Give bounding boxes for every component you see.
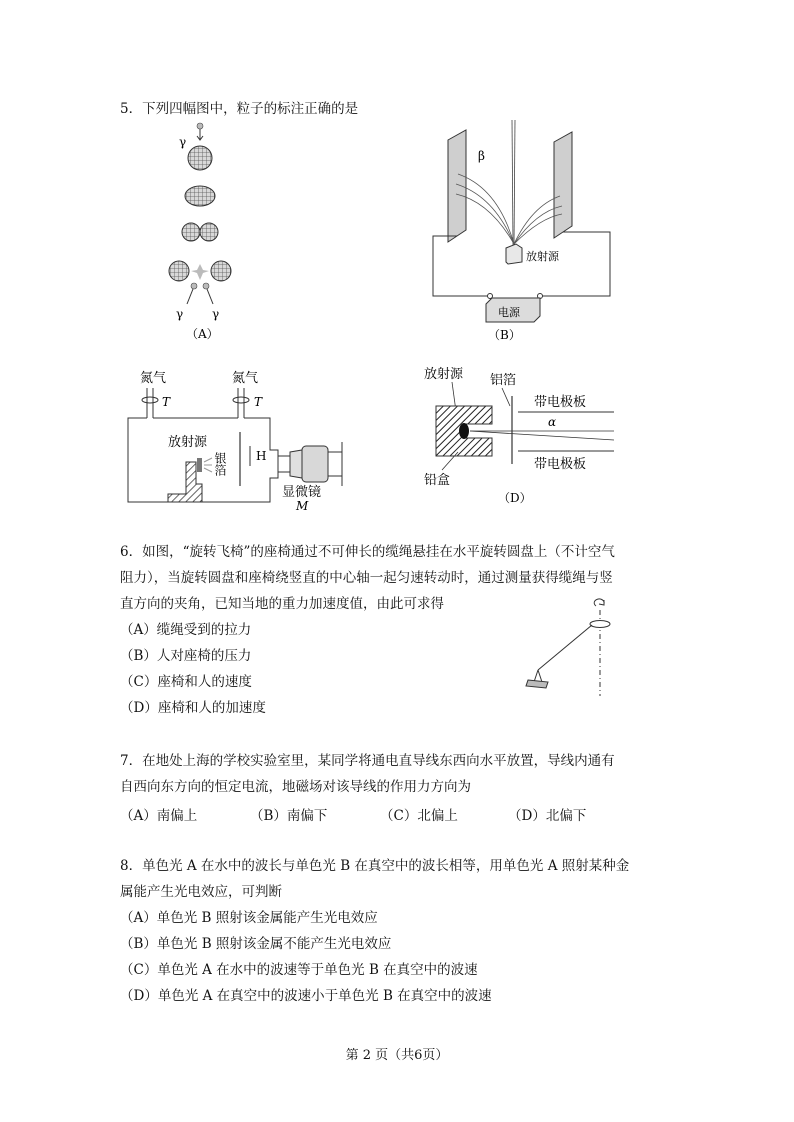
- nitrogen-right-label: 氮气: [232, 371, 259, 386]
- cable: [538, 625, 592, 670]
- figure-a-caption: （A）: [186, 327, 219, 341]
- box-label: 铅盒: [424, 473, 451, 488]
- right-plate: [554, 132, 572, 238]
- seat: [526, 680, 548, 688]
- q6-option-a: （A）缆绳受到的拉力: [120, 622, 252, 638]
- deformed-nucleus: [185, 186, 215, 206]
- q6-option-c: （C）座椅和人的速度: [120, 674, 252, 690]
- valve-right: [233, 397, 249, 403]
- q7-option-c: （C）北偏上: [380, 808, 458, 824]
- q6-line-3: 直方向的夹角，已知当地的重力加速度值，由此可求得: [120, 596, 444, 612]
- q7-option-b: （B）南偏下: [250, 808, 328, 824]
- incoming-particle: [197, 123, 203, 129]
- q6-line-1: 6．如图，“旋转飞椅”的座椅通过不可伸长的缆绳悬挂在水平旋转圆盘上（不计空气: [120, 544, 615, 560]
- figure-b: [428, 118, 618, 346]
- gamma-left-label: γ: [176, 307, 184, 321]
- radiation-source: [506, 244, 522, 264]
- page-footer: 第 2 页（共6页）: [345, 1048, 449, 1063]
- nitrogen-left-label: 氮气: [140, 371, 167, 386]
- gamma-right-label: γ: [212, 307, 220, 321]
- figure-c: [120, 362, 350, 512]
- figure-d-caption: （D）: [498, 491, 532, 505]
- q8-option-b: （B）单色光 B 照射该金属不能产生光电效应: [120, 936, 392, 952]
- q7-line-2: 自西向东方向的恒定电流，地磁场对该导线的作用力方向为: [120, 779, 471, 795]
- plate-bottom-label: 带电极板: [534, 457, 587, 472]
- figure-d: [418, 360, 618, 510]
- figure-a: [150, 120, 260, 345]
- q7-line-1: 7．在地处上海的学校实验室里，某同学将通电直导线东西向水平放置，导线内通有: [120, 753, 615, 769]
- q6-option-b: （B）人对座椅的压力: [120, 648, 252, 664]
- q5-stem: 5．下列四幅图中，粒子的标注正确的是: [120, 101, 359, 117]
- foil-label: 铝箔: [490, 373, 517, 388]
- fragment-left: [169, 261, 189, 281]
- source-label: 放射源: [424, 367, 464, 382]
- nucleus: [188, 146, 212, 170]
- gamma-top-label: γ: [179, 135, 187, 149]
- power-label: 电源: [498, 306, 520, 319]
- q8-line-1: 8．单色光 A 在水中的波长与单色光 B 在真空中的波长相等，用单色光 A 照射某种金: [120, 858, 630, 874]
- fragment-right: [211, 261, 231, 281]
- microscope-letter: M: [296, 499, 309, 512]
- valve-left-label: T: [162, 395, 171, 409]
- alpha-label: α: [548, 415, 557, 429]
- q8-option-a: （A）单色光 B 照射该金属能产生光电效应: [120, 910, 378, 926]
- radioactive-source: [459, 423, 469, 439]
- source: [197, 458, 202, 472]
- q6-option-d: （D）座椅和人的加速度: [120, 700, 266, 716]
- plate-top-label: 带电极板: [534, 395, 587, 410]
- beta-label: β: [478, 149, 485, 163]
- particle-label: H: [256, 449, 267, 463]
- swing-figure: [520, 598, 630, 698]
- rotating-disk: [590, 621, 610, 628]
- left-plate: [448, 130, 466, 242]
- foil-label: 银箔: [213, 452, 227, 476]
- source-label: 放射源: [168, 435, 208, 450]
- q8-option-c: （C）单色光 A 在水中的波速等于单色光 B 在真空中的波速: [120, 962, 478, 978]
- source-holder: [168, 462, 202, 502]
- microscope-label: 显微镜: [282, 485, 322, 500]
- microscope: [290, 450, 302, 478]
- valve-left: [142, 397, 158, 403]
- q7-option-a: （A）南偏上: [120, 808, 198, 824]
- q8-line-2: 属能产生光电效应，可判断: [120, 884, 282, 900]
- q6-line-2: 阻力），当旋转圆盘和座椅绕竖直的中心轴一起匀速转动时，通过测量获得缆绳与竖: [120, 570, 613, 586]
- q8-option-d: （D）单色光 A 在真空中的波速小于单色光 B 在真空中的波速: [120, 988, 492, 1004]
- q7-option-d: （D）北偏下: [508, 808, 587, 824]
- figure-b-caption: （B）: [488, 328, 521, 342]
- source-label: 放射源: [526, 250, 559, 263]
- valve-right-label: T: [254, 395, 263, 409]
